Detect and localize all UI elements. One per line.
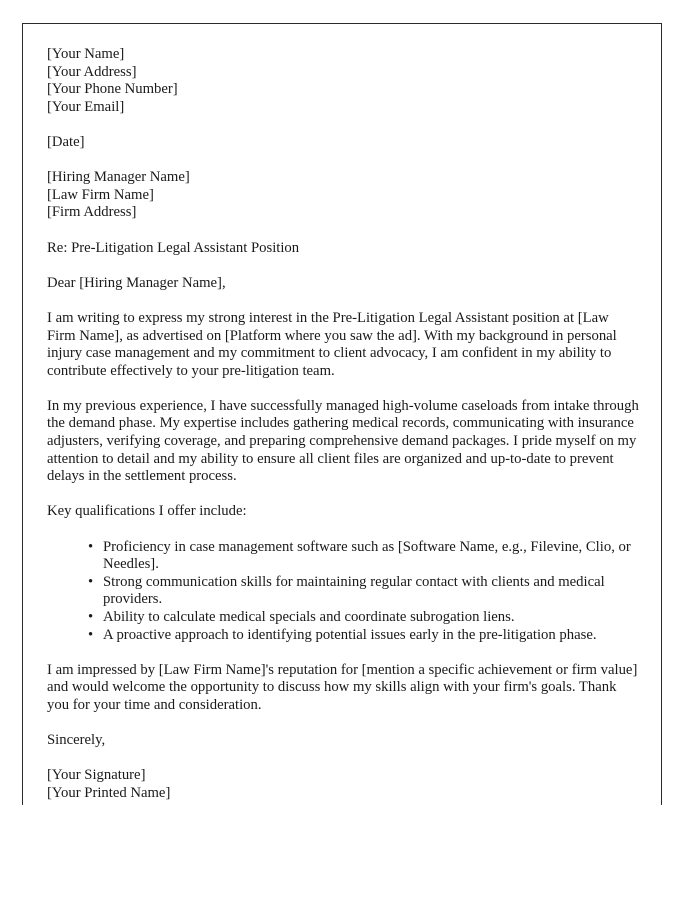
list-item: • Ability to calculate medical specials and coordinate subrogation liens.	[88, 609, 639, 627]
closing-block	[47, 732, 639, 750]
list-item: • A proactive approach to identifying potential issues early in the pre-litigation phase.	[88, 627, 639, 645]
salutation-block	[47, 275, 639, 293]
list-item: • Proficiency in case management software such as [Software Name, e.g., Filevine, Clio, or Needles].	[88, 539, 639, 574]
printed-name-placeholder: [Your Printed Name]	[47, 784, 171, 801]
date-block	[47, 134, 639, 152]
list-item: • Strong communication skills for maintaining regular contact with clients and medical providers.	[88, 574, 639, 609]
sender-name: [Your Name]	[47, 46, 125, 62]
sender-email: [Your Email]	[47, 98, 125, 115]
recipient-firm-name: [Law Firm Name]	[47, 186, 154, 203]
sender-address: [Your Address]	[47, 63, 137, 80]
qualifications-intro: Key qualifications I offer include:	[47, 503, 247, 520]
recipient-address-block	[47, 169, 639, 222]
subject-line-block	[47, 240, 639, 258]
document-page	[22, 23, 662, 805]
signature-placeholder: [Your Signature]	[47, 767, 146, 784]
signature-block	[47, 767, 639, 802]
salutation: Dear [Hiring Manager Name],	[47, 274, 226, 291]
sender-phone: [Your Phone Number]	[47, 81, 178, 98]
closing-salutation: Sincerely,	[47, 732, 106, 749]
body-paragraph-1: I am writing to express my strong interest in the Pre-Litigation Legal Assistant position at [Law Firm Name], as advertised on [Platform where you saw the ad]. With my background in personal injury case management and my commitment to client advocacy, I am confident in my ability to contribute effectively to your pre-litigation team.	[47, 309, 617, 379]
body-paragraph-2: In my previous experience, I have successfully managed high-volume caseloads from intake through the demand phase. My expertise includes gathering medical records, communicating with insurance adjusters, verifying coverage, and preparing comprehensive demand packages. I pride myself on my attention to detail and my ability to ensure all client files are organized and up-to-date to prevent delays in the settlement process.	[47, 397, 639, 485]
qualifications-list	[47, 539, 639, 645]
recipient-manager-name: [Hiring Manager Name]	[47, 169, 190, 186]
recipient-firm-address: [Firm Address]	[47, 204, 137, 221]
subject-line: Re: Pre-Litigation Legal Assistant Position	[47, 239, 300, 256]
letter-date: [Date]	[47, 133, 85, 150]
letter-content	[47, 46, 639, 803]
sender-address-block	[47, 46, 639, 116]
body-paragraph-3: I am impressed by [Law Firm Name]'s reputation for [mention a specific achievement or firm value] and would welcome the opportunity to discuss how my skills align with your firm's goals. Thank you for your time and consideration.	[47, 661, 638, 713]
